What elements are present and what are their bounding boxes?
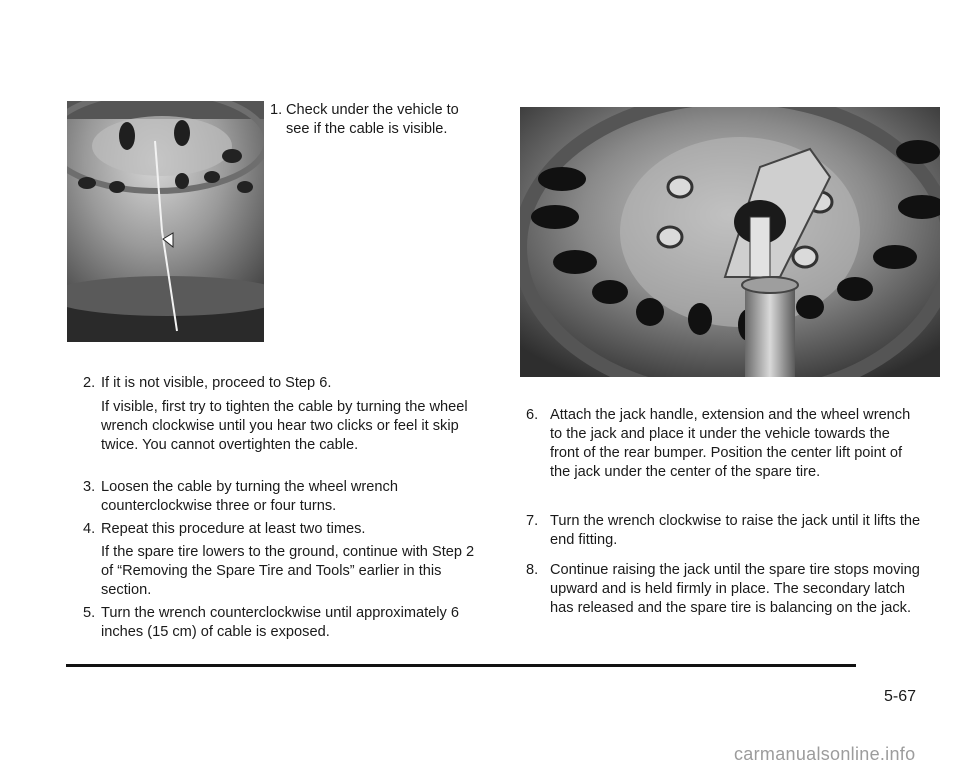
step-text: Continue raising the jack until the spare tire stops moving upward and is held firmly in place. The secondary latch has released and the spare tire is balancing on the jack.	[550, 562, 920, 616]
step-2-detail: If visible, first try to tighten the cable by turning the wheel wrench clockwise until you hear two clicks or feel it skip twice. You cannot overtighten the cable.	[101, 399, 468, 453]
step-number: 7.	[526, 513, 539, 529]
step-text: Turn the wrench clockwise to raise the jack until it lifts the end fitting.	[550, 513, 921, 548]
step-number: 1.	[270, 102, 283, 118]
step-number: 3.	[83, 479, 96, 495]
page-number: 5-67	[884, 688, 917, 705]
step-text: Loosen the cable by turning the wheel wrench counterclockwise three or four turns.	[101, 479, 398, 514]
step-text: Check under the vehicle to see if the cable is visible.	[286, 102, 459, 137]
step-4-detail: If the spare tire lowers to the ground, continue with Step 2 of “Removing the Spare Tire and Tools” earlier in this section.	[101, 544, 475, 598]
footer-rule	[66, 664, 856, 667]
step-number: 6.	[526, 407, 539, 423]
step-number: 8.	[526, 562, 539, 578]
step-number: 5.	[83, 605, 96, 621]
watermark: carmanualsonline.info	[734, 744, 916, 764]
step-text: Attach the jack handle, extension and the wheel wrench to the jack and place it under the vehicle towards the front of the rear bumper. Position the center lift point of the jack under the center of the spare tire.	[550, 407, 911, 480]
step-text: Turn the wrench counterclockwise until approximately 6 inches (15 cm) of cable is exposed.	[101, 605, 459, 640]
jack-under-spare-tire-photo	[520, 107, 940, 377]
step-text: Repeat this procedure at least two times.	[101, 521, 366, 537]
spare-tire-cable-photo	[67, 101, 264, 342]
step-number: 2.	[83, 375, 96, 391]
step-number: 4.	[83, 521, 96, 537]
step-text: If it is not visible, proceed to Step 6.	[101, 375, 332, 391]
